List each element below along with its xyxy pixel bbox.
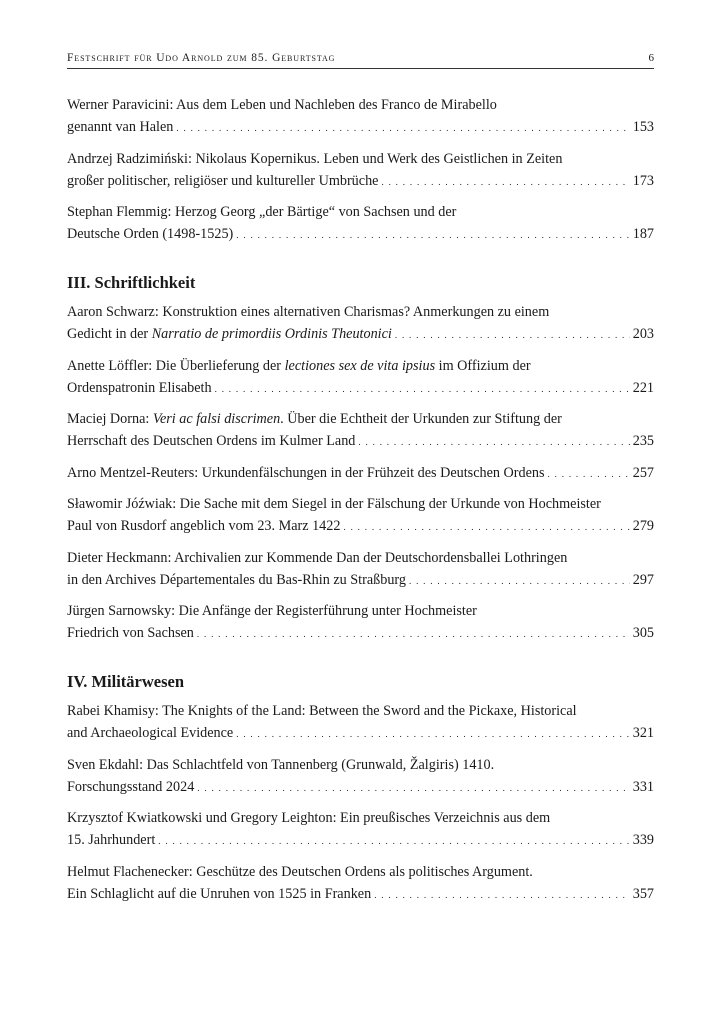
entry-page-number: 221 — [632, 379, 654, 396]
entry-page-number: 187 — [632, 226, 654, 242]
toc-entry — [67, 94, 654, 139]
toc-entry — [67, 807, 654, 852]
entry-line-2: Friedrich von Sachsen — [67, 625, 194, 641]
entry-line-1: Andrzej Radzimiński: Nikolaus Kopernikus. Leben und Werk des Geistlichen in Zeiten — [67, 150, 563, 167]
page-number: 6 — [648, 52, 654, 64]
entry-line-2: genannt van Halen — [67, 119, 174, 135]
entry-line-2: Herrschaft des Deutschen Ordens im Kulmer Land — [67, 433, 356, 449]
entry-page-number: 305 — [632, 625, 654, 641]
leader-dots — [197, 777, 629, 799]
entry-line-2: Gedicht in der Narratio de primordiis Ordinis Theutonici — [67, 326, 392, 342]
entry-page-number: 203 — [632, 326, 654, 342]
entry-line-2: and Archaeological Evidence — [67, 725, 234, 741]
entry-line-1: Arno Mentzel-Reuters: Urkundenfälschungen in der Frühzeit des Deutschen Ordens — [67, 464, 545, 481]
leader-dots — [343, 516, 629, 538]
entry-line-1: Jürgen Sarnowsky: Die Anfänge der Registerführung unter Hochmeister — [67, 603, 477, 619]
toc-entry — [67, 754, 654, 799]
entry-line-1: Rabei Khamisy: The Knights of the Land: Between the Sword and the Pickaxe, Historical — [67, 703, 577, 719]
entry-line-1: Krzysztof Kwiatkowski und Gregory Leighton: Ein preußisches Verzeichnis aus dem — [67, 810, 551, 826]
running-header — [67, 52, 654, 69]
entry-page-number: 173 — [632, 172, 654, 189]
section-heading: IV. Militärwesen — [67, 672, 185, 691]
toc-entry — [67, 301, 654, 346]
toc-entry — [67, 462, 654, 485]
entry-page-number: 153 — [632, 119, 654, 135]
entry-line-2: 15. Jahrhundert — [67, 832, 156, 848]
leader-dots — [409, 570, 630, 592]
entry-page-number: 279 — [632, 518, 654, 534]
entry-line-1: Maciej Dorna: Veri ac falsi discrimen. Über die Echtheit der Urkunden zur Stiftung der — [67, 411, 562, 427]
entry-page-number: 357 — [632, 885, 654, 902]
leader-dots — [215, 378, 630, 400]
entry-line-1: Anette Löffler: Die Überlieferung der lectiones sex de vita ipsius im Offizium der — [67, 357, 531, 374]
entry-line-2: Paul von Rusdorf angeblich vom 23. Marz 1422 — [67, 518, 341, 534]
entry-line-2: großer politischer, religiöser und kultureller Umbrüche — [67, 172, 379, 189]
leader-dots — [374, 884, 630, 906]
leader-dots — [381, 171, 629, 193]
toc-entry — [67, 861, 654, 906]
toc-entry — [67, 700, 654, 745]
leader-dots — [158, 830, 629, 852]
toc-entry — [67, 547, 654, 592]
leader-dots — [236, 723, 629, 745]
entry-line-1: Dieter Heckmann: Archivalien zur Kommende Dan der Deutschordensballei Lothringen — [67, 549, 568, 566]
entry-line-2: Deutsche Orden (1498-1525) — [67, 226, 234, 242]
leader-dots — [358, 431, 629, 453]
entry-page-number: 339 — [632, 832, 654, 848]
entry-page-number: 331 — [632, 778, 654, 795]
entry-line-1: Stephan Flemmig: Herzog Georg „der Bärtige“ von Sachsen und der — [67, 204, 457, 220]
entry-line-1: Werner Paravicini: Aus dem Leben und Nachleben des Franco de Mirabello — [67, 97, 497, 113]
entry-page-number: 235 — [632, 433, 654, 449]
entry-page-number: 257 — [632, 464, 654, 481]
entry-line-2: Ein Schlaglicht auf die Unruhen von 1525 in Franken — [67, 885, 372, 902]
entry-line-1: Sven Ekdahl: Das Schlachtfeld von Tannenberg (Grunwald, Žalgiris) 1410. — [67, 756, 495, 773]
section-heading: III. Schriftlichkeit — [67, 273, 196, 292]
toc-entry — [67, 408, 654, 453]
entry-page-number: 321 — [632, 725, 654, 741]
leader-dots — [395, 324, 630, 346]
toc-entry — [67, 493, 654, 538]
leader-dots — [197, 623, 630, 645]
leader-dots — [548, 463, 630, 485]
entry-page-number: 297 — [632, 571, 654, 588]
italic-title: lectiones sex de vita ipsius — [284, 357, 436, 374]
toc-entry — [67, 201, 654, 246]
entry-line-1: Sławomir Jóźwiak: Die Sache mit dem Siegel in der Fälschung der Urkunde von Hochmeister — [67, 496, 601, 512]
entry-line-1: Helmut Flachenecker: Geschütze des Deutschen Ordens als politisches Argument. — [67, 863, 533, 880]
italic-title: Narratio de primordiis Ordinis Theutonici — [151, 326, 392, 342]
toc-entry — [67, 355, 654, 400]
entry-line-2: Ordenspatronin Elisabeth — [67, 379, 212, 396]
entry-line-2: Forschungsstand 2024 — [67, 778, 195, 795]
toc-entry — [67, 148, 654, 193]
entry-line-1: Aaron Schwarz: Konstruktion eines alternativen Charismas? Anmerkungen zu einem — [67, 304, 550, 320]
leader-dots — [176, 117, 629, 139]
running-title: Festschrift für Udo Arnold zum 85. Geburtstag — [67, 52, 336, 64]
toc-entry — [67, 600, 654, 645]
italic-title: Veri ac falsi discrimen — [152, 411, 281, 427]
leader-dots — [236, 224, 629, 246]
table-of-contents — [67, 94, 654, 914]
entry-line-2: in den Archives Départementales du Bas-Rhin zu Straßburg — [67, 571, 406, 588]
